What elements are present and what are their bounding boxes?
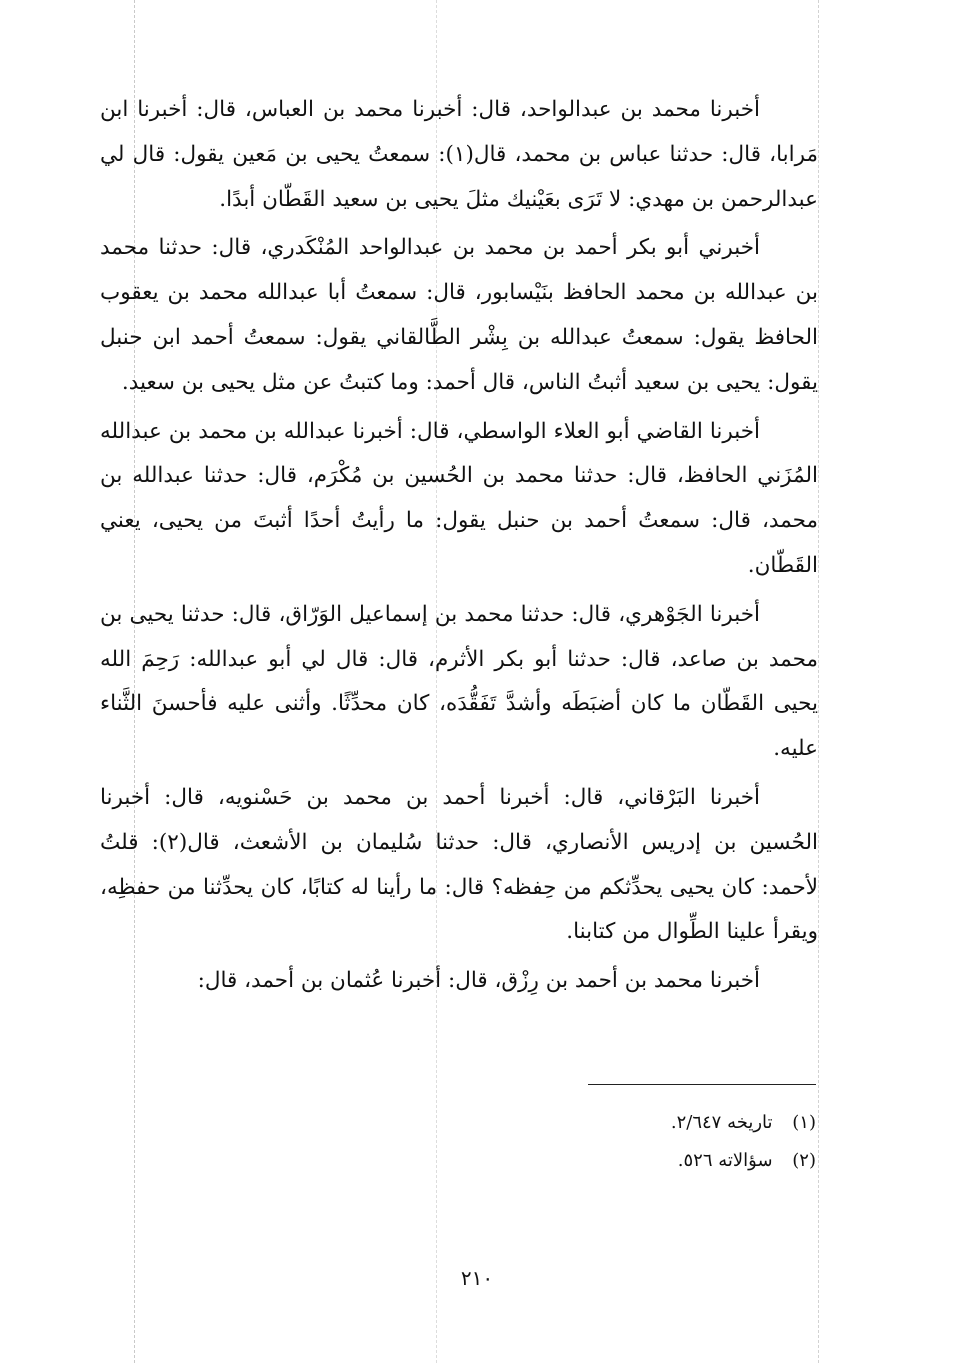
footnotes: [440, 1104, 816, 1180]
scan-guide-line: [818, 0, 819, 1363]
paragraph: أخبرني أبو بكر أحمد بن محمد بن عبدالواحد المُنْكَدري، قال: حدثنا محمد بن عبدالله بن محمد الحافظ بنَيْسابور، قال: سمعتُ أبا عبدالله محمد بن يعقوب الحافظ يقول: سمعتُ عبدالله بن بِشْر الطَّالقاني يقول: سمعتُ أحمد ابن حنبل يقول: يحيى بن سعيد أثبتُ الناس، قال أحمد: وما كتبتُ عن مثل يحيى بن سعيد.: [100, 235, 818, 395]
footnote-number: (٢): [792, 1150, 816, 1171]
paragraph: أخبرنا القاضي أبو العلاء الواسطي، قال: أخبرنا عبدالله بن محمد بن عبدالله المُزَني الحافظ، قال: حدثنا محمد بن الحُسين بن مُكْرَم، قال: حدثنا عبدالله بن محمد، قال: سمعتُ أحمد بن حنبل يقول: ما رأيتُ أحدًا أثبتَ من يحيى، يعني القَطّان.: [100, 418, 818, 578]
paragraph: أخبرنا محمد بن أحمد بن رِزْق، قال: أخبرنا عُثمان بن أحمد، قال:: [197, 968, 760, 994]
footnote-separator: [588, 1084, 816, 1085]
footnote-text: سؤالاته ٥٢٦.: [677, 1150, 773, 1171]
paragraph: أخبرنا البَرْقاني، قال: أخبرنا أحمد بن محمد بن حَسْنويه، قال: أخبرنا الحُسين بن إدريس الأنصاري، قال: حدثنا سُليمان بن الأشعث، قال(٢): قلتُ لأحمد: كان يحيى يحدِّثكم من حِفظه؟ قال: ما رأينا له كتابًا، كان يحدِّثنا من حفظِه، ويقرأ علينا الطِّوال من كتابنا.: [100, 784, 818, 945]
main-text: [100, 88, 818, 1008]
footnote-item: [440, 1104, 816, 1142]
footnote-item: [440, 1142, 816, 1180]
paragraph: أخبرنا الجَوْهري، قال: حدثنا محمد بن إسماعيل الوَرّاق، قال: حدثنا يحيى بن محمد بن صاعد، قال: حدثنا أبو بكر الأثرم، قال: قال لي أبو عبدالله: رَحِمَ الله يحيى القَطّان ما كان أضبَطَه وأشدَّ تَفَقُّدَه، كان محدِّثًا. وأثنى عليه فأحسنَ الثَّناء عليه.: [100, 601, 818, 762]
paragraph: أخبرنا محمد بن عبدالواحد، قال: أخبرنا محمد بن العباس، قال: أخبرنا ابن مَرابا، قال: حدثنا عباس بن محمد، قال(١): سمعتُ يحيى بن مَعين يقول: قال لي عبدالرحمن بن مهدي: لا تَرَى بعَيْنيك مثلَ يحيى بن سعيد القَطّان أبدًا.: [100, 97, 818, 212]
page-number: ٢١٠: [460, 1266, 494, 1290]
footnote-number: (١): [792, 1112, 816, 1133]
footnote-text: تاريخه ٢/٦٤٧.: [670, 1112, 773, 1133]
